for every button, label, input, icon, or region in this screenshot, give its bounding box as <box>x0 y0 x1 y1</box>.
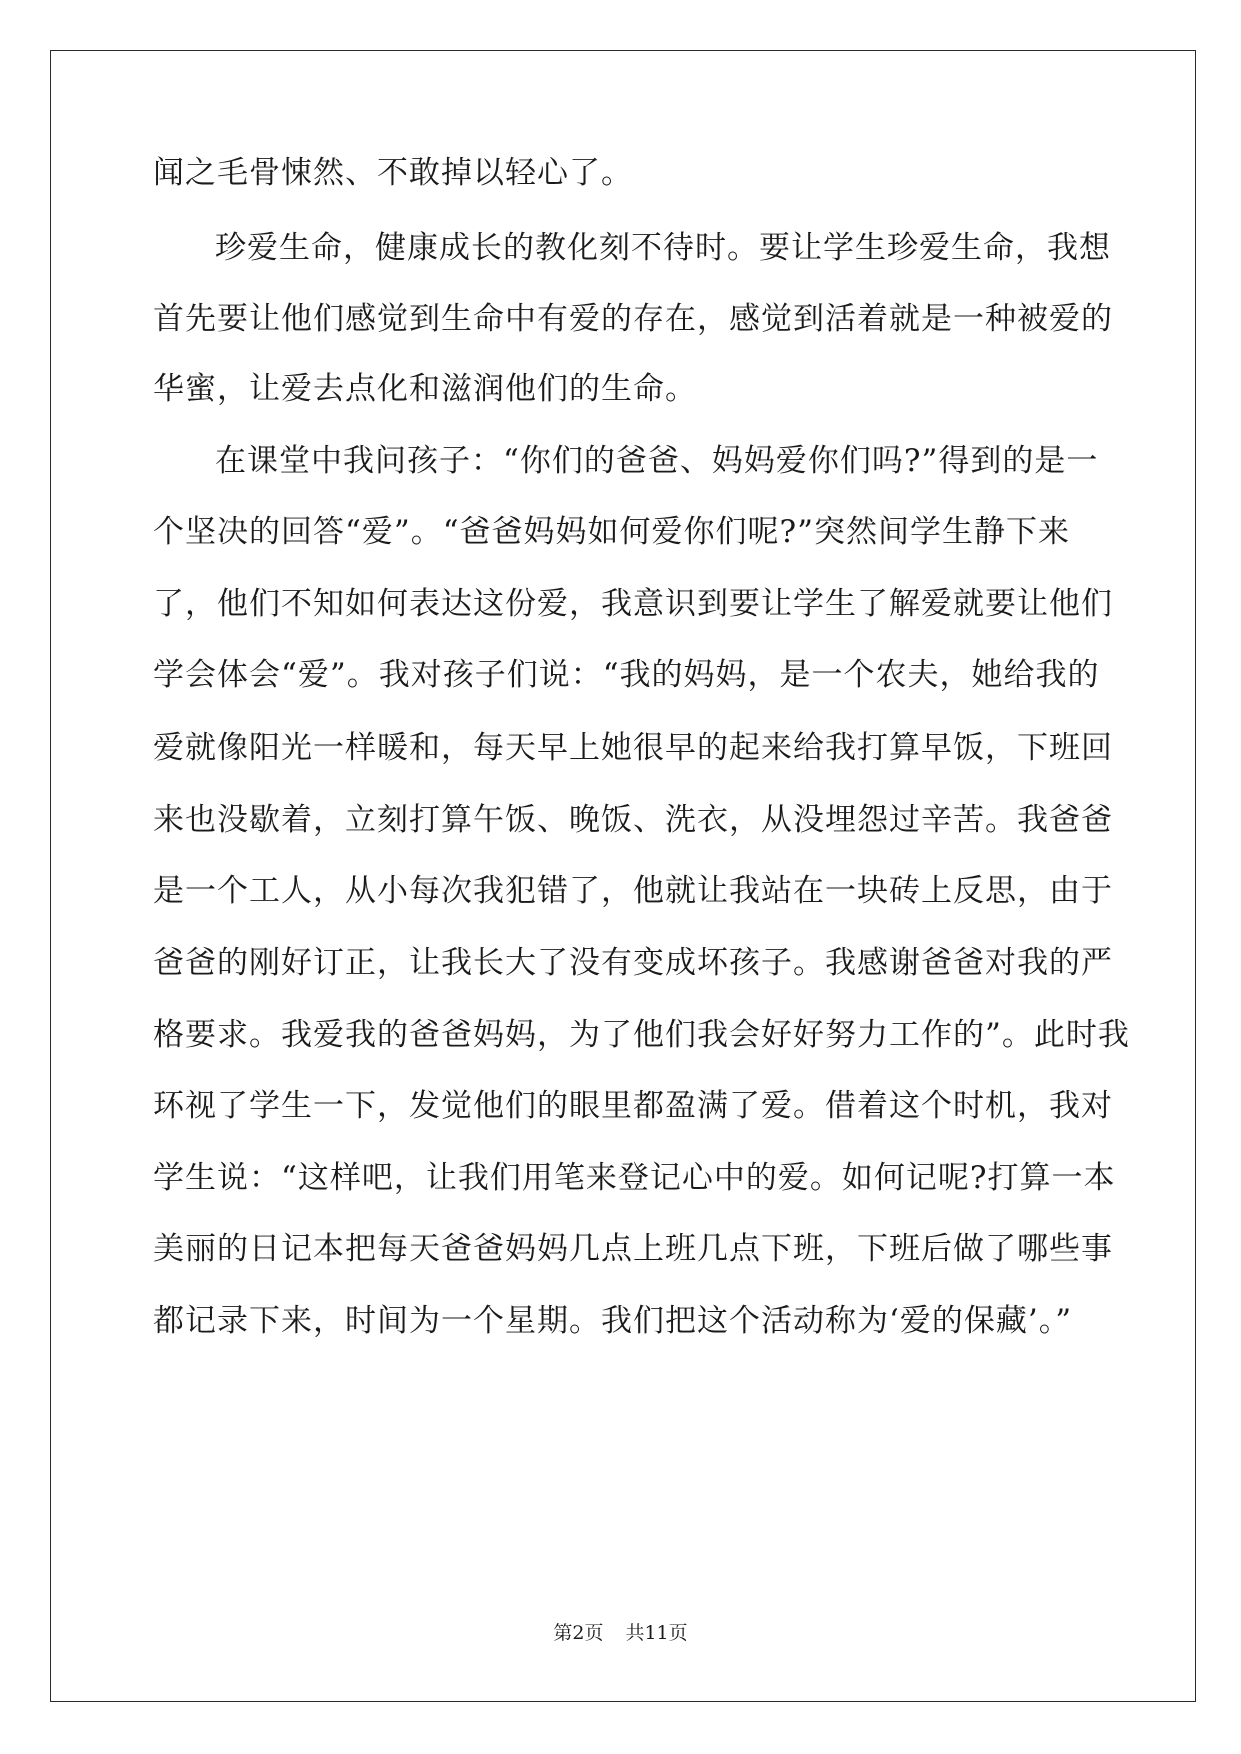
paragraph-first-line: 珍爱生命，健康成长的教化刻不待时。要让学生珍爱生命，我想 <box>215 230 1111 266</box>
text-line: 爱就像阳光一样暖和，每天早上她很早的起来给我打算早饭，下班回 <box>153 730 1113 766</box>
text-line: 格要求。我爱我的爸爸妈妈，为了他们我会好好努力工作的”。此时我 <box>153 1017 1130 1053</box>
text-line: 闻之毛骨悚然、不敢掉以轻心了。 <box>153 155 633 191</box>
text-line: 环视了学生一下，发觉他们的眼里都盈满了爱。借着这个时机，我对 <box>153 1088 1113 1124</box>
paragraph-first-line: 在课堂中我问孩子：“你们的爸爸、妈妈爱你们吗?”得到的是一 <box>215 443 1099 479</box>
text-line: 都记录下来，时间为一个星期。我们把这个活动称为‘爱的保藏’。” <box>153 1303 1073 1339</box>
text-line: 华蜜，让爱去点化和滋润他们的生命。 <box>153 371 697 407</box>
text-line: 学生说：“这样吧，让我们用笔来登记心中的爱。如何记呢?打算一本 <box>153 1160 1116 1196</box>
text-line: 是一个工人，从小每次我犯错了，他就让我站在一块砖上反思，由于 <box>153 873 1113 909</box>
text-line: 学会体会“爱”。我对孩子们说：“我的妈妈，是一个农夫，她给我的 <box>153 657 1100 693</box>
text-line: 个坚决的回答“爱”。“爸爸妈妈如何爱你们呢?”突然间学生静下来 <box>153 514 1071 550</box>
text-line: 爸爸的刚好订正，让我长大了没有变成坏孩子。我感谢爸爸对我的严 <box>153 945 1113 981</box>
text-line: 来也没歇着，立刻打算午饭、晚饭、洗衣，从没埋怨过辛苦。我爸爸 <box>153 802 1113 838</box>
text-line: 美丽的日记本把每天爸爸妈妈几点上班几点下班，下班后做了哪些事 <box>153 1231 1113 1267</box>
text-line: 首先要让他们感觉到生命中有爱的存在，感觉到活着就是一种被爱的 <box>153 301 1113 337</box>
page-footer <box>0 1621 1241 1645</box>
page-total: 共11页 <box>625 1622 688 1644</box>
text-line: 了，他们不知如何表达这份爱，我意识到要让学生了解爱就要让他们 <box>153 586 1113 622</box>
page-number: 第2页 <box>553 1622 604 1644</box>
